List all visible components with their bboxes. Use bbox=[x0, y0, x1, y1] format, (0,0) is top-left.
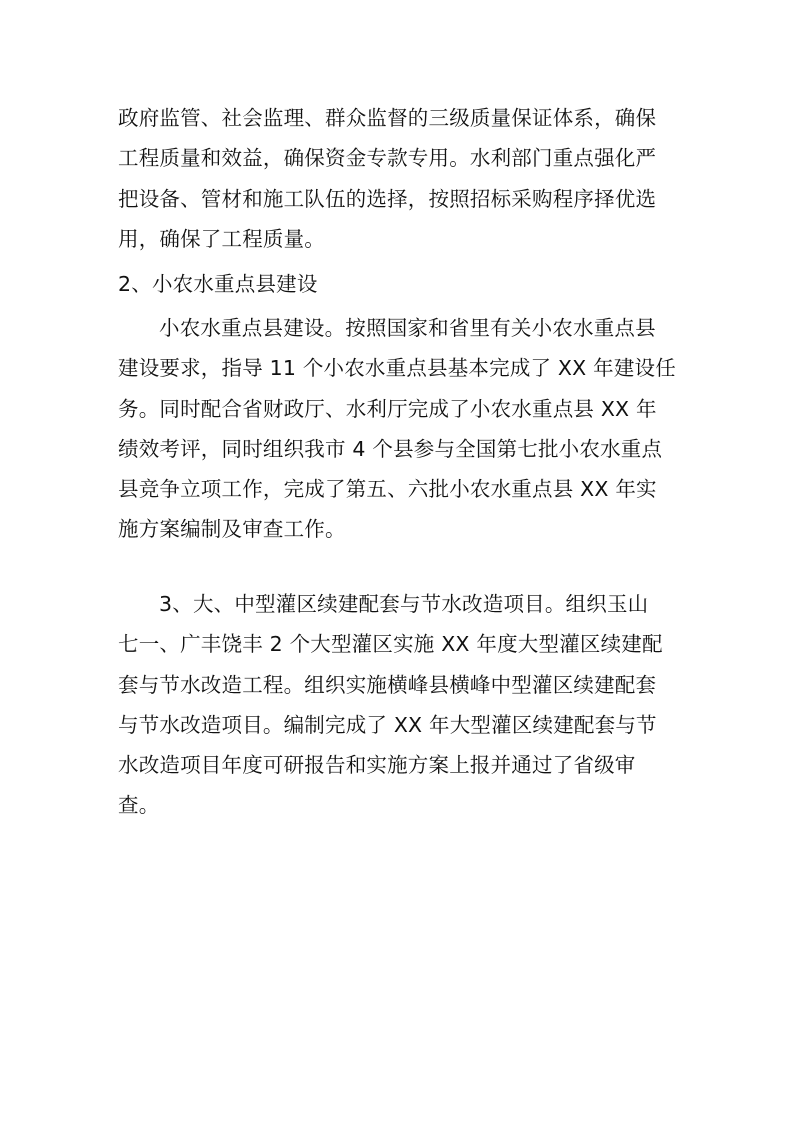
text-line: 查。 bbox=[118, 793, 160, 818]
text-line: 3、大、中型灌区续建配套与节水改造项目。组织玉山 bbox=[159, 592, 649, 616]
text-line: 小农水重点县建设。按照国家和省里有关小农水重点县 bbox=[159, 316, 656, 340]
text-line: 与节水改造项目。编制完成了 XX 年大型灌区续建配套与节 bbox=[118, 712, 657, 737]
text-line: 务。同时配合省财政厅、水利厅完成了小农水重点县 XX 年 bbox=[118, 396, 657, 421]
text-line: 套与节水改造工程。组织实施横峰县横峰中型灌区续建配套 bbox=[118, 672, 657, 697]
text-line: 把设备、管材和施工队伍的选择，按照招标采购程序择优选 bbox=[118, 186, 657, 211]
heading-text: 2、小农水重点县建设 bbox=[118, 272, 318, 296]
text-line: 政府监管、社会监理、群众监督的三级质量保证体系，确保 bbox=[118, 106, 657, 130]
paragraph-irrigation-districts bbox=[118, 584, 678, 826]
paragraph-quality-system bbox=[118, 98, 678, 259]
text-line: 绩效考评，同时组织我市 4 个县参与全国第七批小农水重点 bbox=[118, 436, 663, 461]
text-line: 施方案编制及审查工作。 bbox=[118, 517, 346, 542]
text-line: 用，确保了工程质量。 bbox=[118, 226, 325, 251]
text-line: 县竞争立项工作，完成了第五、六批小农水重点县 XX 年实 bbox=[118, 477, 657, 502]
paragraph-key-counties bbox=[118, 308, 678, 550]
text-line: 工程质量和效益，确保资金专款专用。水利部门重点强化严 bbox=[118, 146, 657, 171]
text-line: 建设要求，指导 11 个小农水重点县基本完成了 XX 年建设任 bbox=[118, 356, 676, 381]
text-line: 水改造项目年度可研报告和实施方案上报并通过了省级审 bbox=[118, 753, 636, 778]
text-line: 七一、广丰饶丰 2 个大型灌区实施 XX 年度大型灌区续建配 bbox=[118, 632, 663, 657]
section-heading-2 bbox=[118, 264, 678, 304]
